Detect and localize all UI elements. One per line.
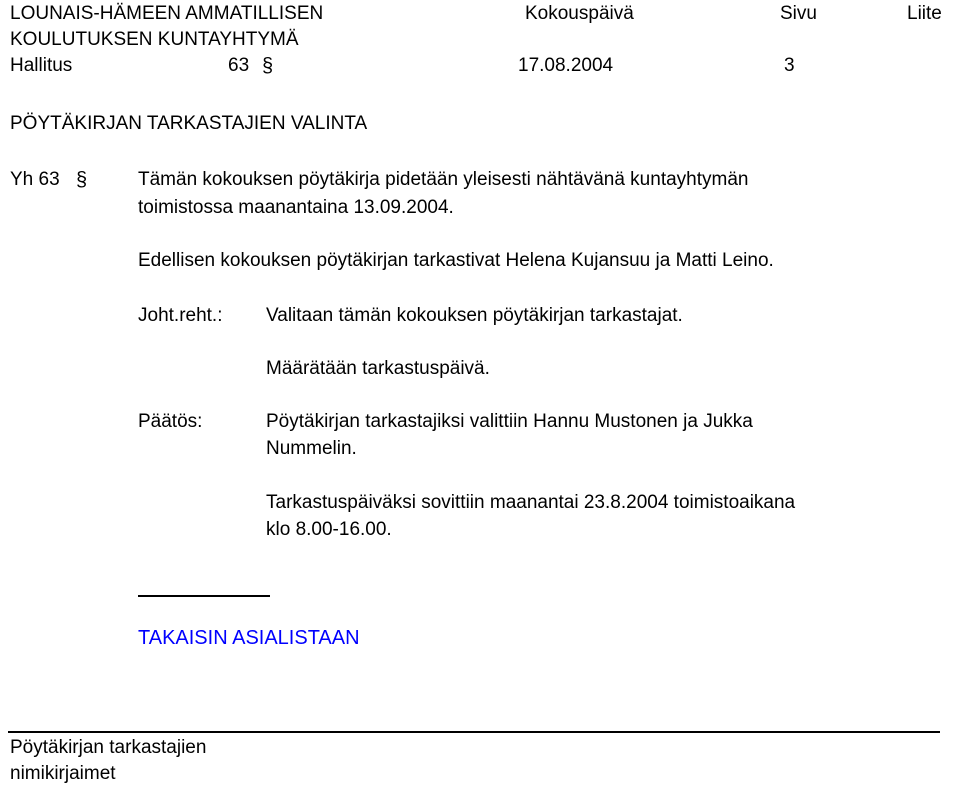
proposal-line1: Valitaan tämän kokouksen pöytäkirjan tarkastajat. — [266, 305, 683, 326]
section-sign-icon: § — [262, 55, 274, 77]
proposal-label: Joht.reht.: — [138, 305, 223, 326]
inspection-date-line2: klo 8.00-16.00. — [266, 519, 392, 540]
decision-line1: Pöytäkirjan tarkastajiksi valittiin Hannu Mustonen ja Jukka — [266, 411, 753, 432]
footer-signature-label-line1: Pöytäkirjan tarkastajien — [10, 737, 207, 758]
item-section-sign-icon: § — [76, 169, 88, 191]
intro-text-line2: toimistossa maanantaina 13.09.2004. — [138, 197, 454, 218]
footer-divider — [8, 731, 940, 733]
header-date: 17.08.2004 — [518, 55, 614, 76]
short-separator-line — [138, 595, 270, 597]
proposal-line2: Määrätään tarkastuspäivä. — [266, 358, 490, 379]
header-meeting-date-label: Kokouspäivä — [525, 3, 634, 24]
header-section-number: 63 — [228, 55, 250, 76]
back-to-agenda-link[interactable]: TAKAISIN ASIALISTAAN — [138, 627, 360, 649]
decision-label: Päätös: — [138, 411, 203, 432]
footer-signature-label-line2: nimikirjaimet — [10, 763, 116, 784]
intro-text-line1: Tämän kokouksen pöytäkirja pidetään yleisesti nähtävänä kuntayhtymän — [138, 169, 749, 190]
org-name-line1: LOUNAIS-HÄMEEN AMMATILLISEN — [10, 3, 324, 24]
header-page-label: Sivu — [780, 3, 817, 24]
org-name-line2: KOULUTUKSEN KUNTAYHTYMÄ — [10, 29, 299, 50]
page-title: PÖYTÄKIRJAN TARKASTAJIEN VALINTA — [10, 113, 368, 134]
item-reference: Yh 63 — [10, 169, 60, 190]
header-body-name: Hallitus — [10, 55, 73, 76]
header-page-number: 3 — [784, 55, 795, 76]
header-appendix-label: Liite — [907, 3, 942, 24]
decision-line2: Nummelin. — [266, 438, 357, 459]
previous-minutes-text: Edellisen kokouksen pöytäkirjan tarkastivat Helena Kujansuu ja Matti Leino. — [138, 250, 774, 271]
inspection-date-line1: Tarkastuspäiväksi sovittiin maanantai 23.8.2004 toimistoaikana — [266, 492, 796, 513]
